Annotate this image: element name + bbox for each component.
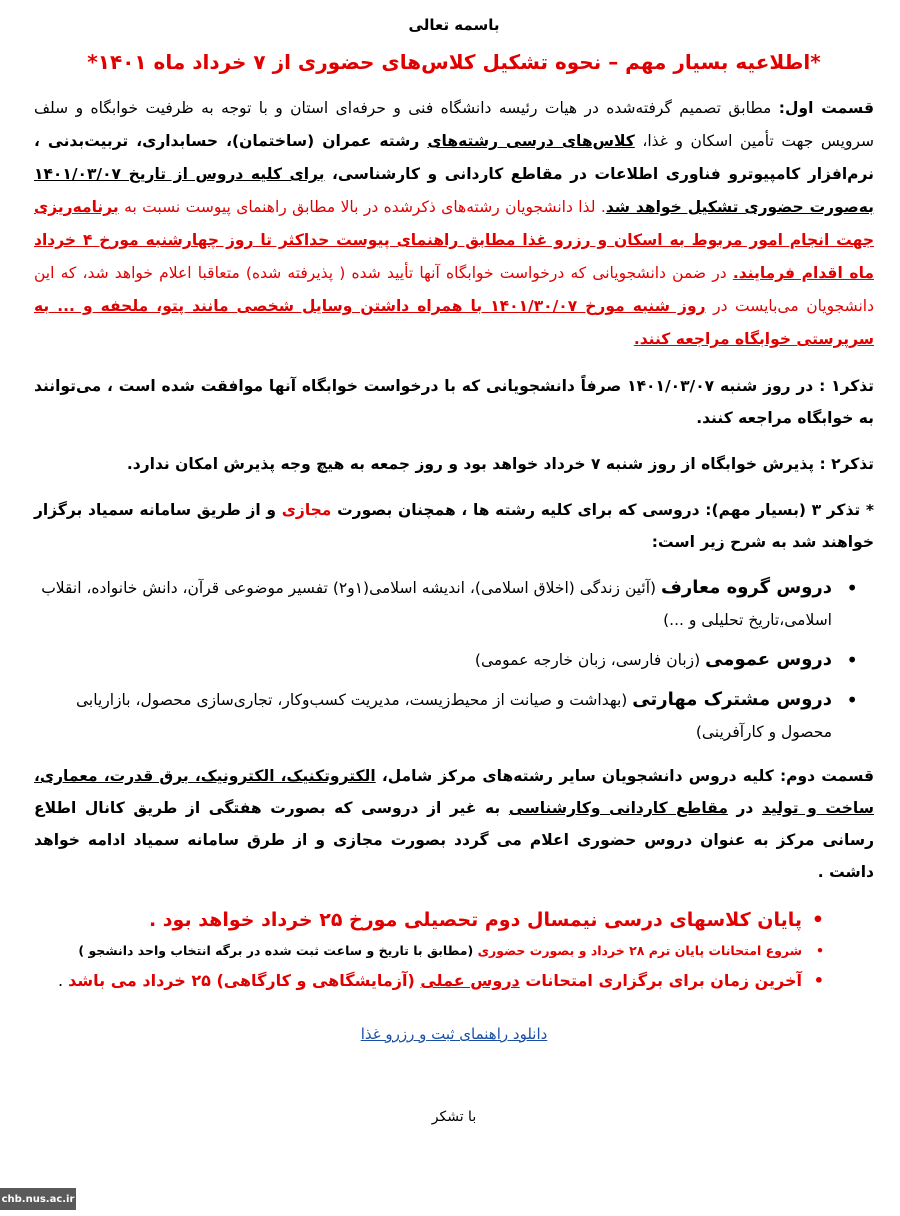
course-group-title: دروس گروه معارف xyxy=(661,577,832,598)
course-group-detail: (بهداشت و صیانت از محیط‌زیست، مدیریت کسب‌وکار، تجاری‌سازی محصول، بازاریابی محصول و کارآفرینی) xyxy=(76,691,832,741)
practical-text-b: (آزمایشگاهی و کارگاهی) ۲۵ خرداد می باشد xyxy=(68,971,421,990)
section-two-levels: مقاطع کاردانی وکارشناسی xyxy=(508,799,728,817)
practical-dot: . xyxy=(58,971,69,990)
section-one-text-2: رشته عمران (ساختمان)، حسابداری، تربیت‌بدنی ، نرم‌افزار کامپیوترو فناوری اطلاعات در مقاطع کاردانی و کارشناسی، xyxy=(34,132,874,183)
section-two xyxy=(34,760,874,888)
section-one-text-3: . لذا دانشجویان رشته‌های ذکرشده در بالا مطابق راهنمای پیوست نسبت به xyxy=(118,198,606,216)
exam-start-text-a: شروع امتحانات پایان ترم ۲۸ خرداد و بصورت حضوری xyxy=(473,943,802,958)
list-item xyxy=(34,572,858,636)
section-one-text-4: در ضمن دانشجویانی که درخواست خوابگاه آنها تأیید شده ( پذیرفته شده) متعاقبا اعلام خواهد شد، که این دانشجویان می‌بایست در xyxy=(34,264,874,315)
course-group-detail: (زبان فارسی، زبان خارجه عمومی) xyxy=(474,651,706,669)
announcement-title: *اطلاعیه بسیار مهم – نحوه تشکیل کلاس‌های حضوری از ۷ خرداد ماه ۱۴۰۱* xyxy=(87,50,821,74)
section-two-text-a: قسمت دوم: کلیه دروس دانشجویان سایر رشته‌های مرکز شامل، xyxy=(375,767,874,785)
exam-start-text-b: (مطابق با تاریخ و ساعت ثبت شده در برگه انتخاب واحد دانشجو ) xyxy=(78,943,474,958)
section-one-date: برای کلیه دروس از تاریخ ۱۴۰۱/۰۳/۰۷ بەصورت حضوری تشکیل خواهد شد xyxy=(34,165,874,216)
note-three-text-b: و از طریق سامانه سمیاد برگزار خواهند شد به شرح زیر است: xyxy=(34,501,874,551)
section-one-saturday: روز شنبه مورخ ۱۴۰۱/۳۰/۰۷ با همراه داشتن وسایل شخصی مانند پتو، ملحفه و ... به سرپرستی خوابگاه مراجعه کنند. xyxy=(34,297,874,348)
practical-text-a: آخرین زمان برای برگزاری امتحانات xyxy=(519,971,802,990)
section-one-classes: کلاس‌های درسی رشته‌های xyxy=(427,132,635,150)
note-three-text-a: * تذکر ۳ (بسیار مهم): دروسی که برای کلیه رشته ها ، همچنان بصورت xyxy=(331,501,874,519)
section-two-text-c: به غیر از دروسی که بصورت هفتگی از طریق کانال اطلاع رسانی مرکز به عنوان دروس حضوری اعلام می گردد بصورت مجازی و از طرق سامانه سمیاد ادامه خواهد داشت . xyxy=(34,799,874,881)
course-group-title: دروس مشترک مهارتی xyxy=(632,689,832,710)
list-item xyxy=(34,644,858,676)
download-row xyxy=(34,1024,874,1043)
section-one xyxy=(34,92,874,356)
note-three xyxy=(34,494,874,558)
section-one-text-1: مطابق تصمیم گرفته‌شده در هیات رئیسه دانشگاه فنی و حرفه‌ای استان و با توجه به ظرفیت خوابگاه و سلف سرویس جهت تأمین اسکان و غذا، xyxy=(34,99,874,150)
note-three-virtual: مجازی xyxy=(281,501,332,519)
download-guide-link[interactable]: دانلود راهنمای ثبت و رزرو غذا xyxy=(360,1025,548,1043)
course-group-detail: (آئین زندگی (اخلاق اسلامی)، اندیشه اسلامی(۱و۲) تفسیر موضوعی قرآن، دانش خانواده، انقلاب اسلامی،تاریخ تحلیلی و ...) xyxy=(41,579,832,629)
section-two-text-b: در xyxy=(727,799,762,817)
basmala-heading: باسمه تعالی xyxy=(408,16,500,34)
section-one-label: قسمت اول: xyxy=(778,99,874,117)
section-one-planning: برنامه‌ریزی جهت انجام امور مربوط به اسکان و رزرو غذا مطابق راهنمای پیوست حداکثر تا روز چهارشنبه مورخ ۴ خرداد ماه اقدام فرمایند. xyxy=(34,198,874,282)
list-item xyxy=(34,684,858,748)
closing-text: با تشکر xyxy=(431,1109,477,1125)
key-dates-list xyxy=(34,902,874,998)
site-watermark: chb.nus.ac.ir xyxy=(0,1188,76,1210)
online-course-list xyxy=(34,572,874,748)
course-group-title: دروس عمومی xyxy=(705,649,832,670)
note-one: تذکر۱ : در روز شنبه ۱۴۰۱/۰۳/۰۷ صرفاً دانشجویانی که با درخواست خوابگاه آنها موافقت شده است ، می‌توانند به خوابگاه مراجعه کنند. xyxy=(34,377,874,427)
practical-courses: دروس عملی xyxy=(420,971,520,990)
practical-exam-item xyxy=(34,964,824,998)
note-two: تذکر۲ : پذیرش خوابگاه از روز شنبه ۷ خرداد خواهد بود و روز جمعه به هیچ وجه پذیرش امکان ندارد. xyxy=(126,455,874,473)
section-two-majors: الکتروتکنیک، الکترونیک، برق قدرت، معماری، ساخت و تولید xyxy=(34,767,874,817)
exam-start-item xyxy=(34,938,824,964)
end-of-classes-item: • پایان کلاسهای درسی نیمسال دوم تحصیلی مورخ ۲۵ خرداد خواهد بود . xyxy=(34,902,824,938)
